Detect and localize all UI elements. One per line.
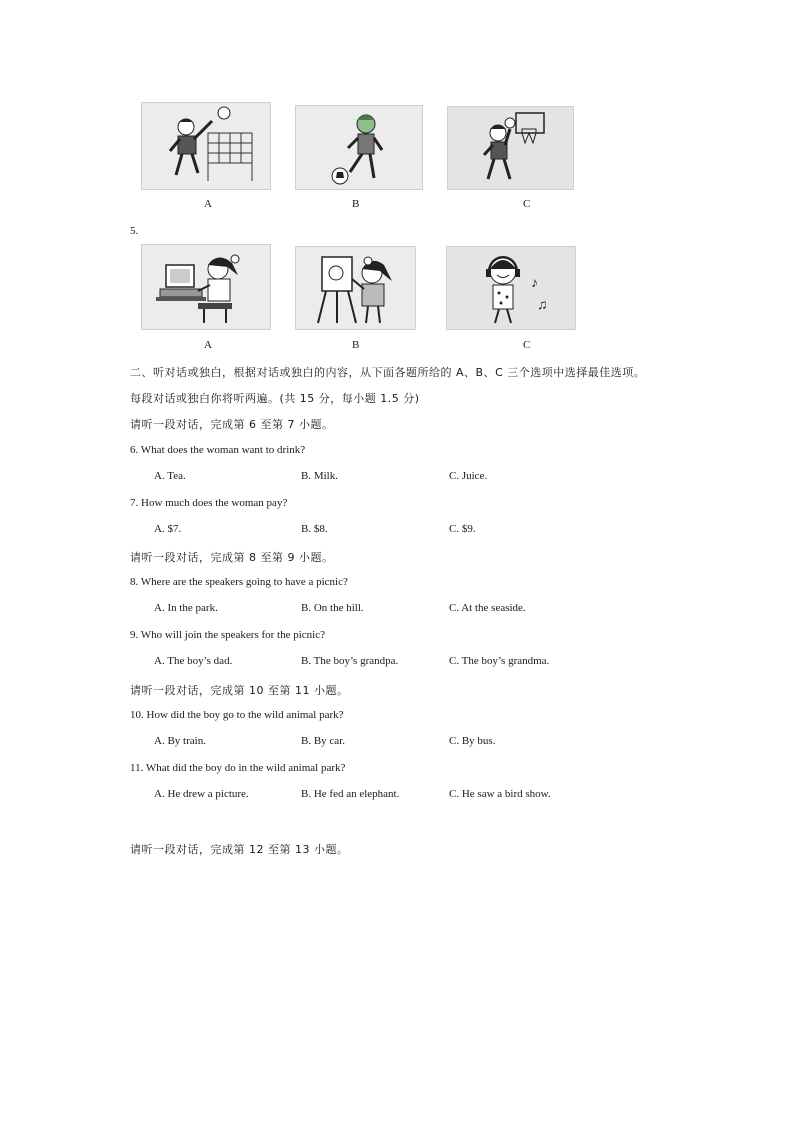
question-text: 6. What does the woman want to drink? (130, 444, 306, 456)
option-c[interactable]: C. By bus. (449, 735, 496, 747)
option-c[interactable]: C. He saw a bird show. (449, 788, 551, 800)
option-c[interactable]: C. The boy’s grandma. (449, 655, 550, 667)
row5-label-b: B (352, 339, 360, 351)
option-a[interactable]: A. By train. (154, 735, 206, 747)
row5-label-c: C (523, 339, 531, 351)
svg-text:♫: ♫ (537, 298, 548, 313)
section2-intro-line2: 每段对话或独白你将听两遍。(共 15 分，每小题 1.5 分) (130, 392, 420, 405)
option-a[interactable]: A. The boy’s dad. (154, 655, 233, 667)
option-a[interactable]: A. He drew a picture. (154, 788, 249, 800)
group-instruction: 请听一段对话，完成第 8 至第 9 小题。 (130, 551, 334, 564)
basketball-player-icon[interactable] (447, 106, 574, 190)
option-a[interactable]: A. $7. (154, 523, 182, 535)
option-b[interactable]: B. The boy’s grandpa. (301, 655, 399, 667)
option-a[interactable]: A. Tea. (154, 470, 186, 482)
group-instruction: 请听一段对话，完成第 6 至第 7 小题。 (130, 418, 334, 431)
option-b[interactable]: B. $8. (301, 523, 328, 535)
group-instruction: 请听一段对话，完成第 10 至第 11 小题。 (130, 684, 349, 697)
question-text: 10. How did the boy go to the wild animal park? (130, 709, 344, 721)
volleyball-player-icon[interactable] (141, 102, 271, 190)
computer-user-icon[interactable] (141, 244, 271, 330)
music-listener-icon[interactable] (446, 246, 576, 330)
option-a[interactable]: A. In the park. (154, 602, 218, 614)
option-c[interactable]: C. At the seaside. (449, 602, 526, 614)
option-b[interactable]: B. He fed an elephant. (301, 788, 400, 800)
option-c[interactable]: C. $9. (449, 523, 476, 535)
question-5-number: 5. (130, 225, 139, 237)
painter-icon[interactable] (295, 246, 416, 330)
option-b[interactable]: B. Milk. (301, 470, 338, 482)
final-instruction: 请听一段对话，完成第 12 至第 13 小题。 (130, 843, 349, 856)
row5-label-a: A (204, 339, 212, 351)
question-text: 7. How much does the woman pay? (130, 497, 288, 509)
row4-label-c: C (523, 198, 531, 210)
section2-intro-line1: 二、听对话或独白，根据对话或独白的内容，从下面各题所给的 A、B、C 三个选项中选择最佳选项。 (130, 366, 646, 379)
question-text: 8. Where are the speakers going to have a picnic? (130, 576, 348, 588)
svg-text:♪: ♪ (531, 276, 538, 291)
option-b[interactable]: B. By car. (301, 735, 345, 747)
option-b[interactable]: B. On the hill. (301, 602, 364, 614)
soccer-player-icon[interactable] (295, 105, 423, 190)
option-c[interactable]: C. Juice. (449, 470, 488, 482)
row4-label-a: A (204, 198, 212, 210)
question-text: 9. Who will join the speakers for the picnic? (130, 629, 325, 641)
row4-label-b: B (352, 198, 360, 210)
question-text: 11. What did the boy do in the wild animal park? (130, 762, 346, 774)
